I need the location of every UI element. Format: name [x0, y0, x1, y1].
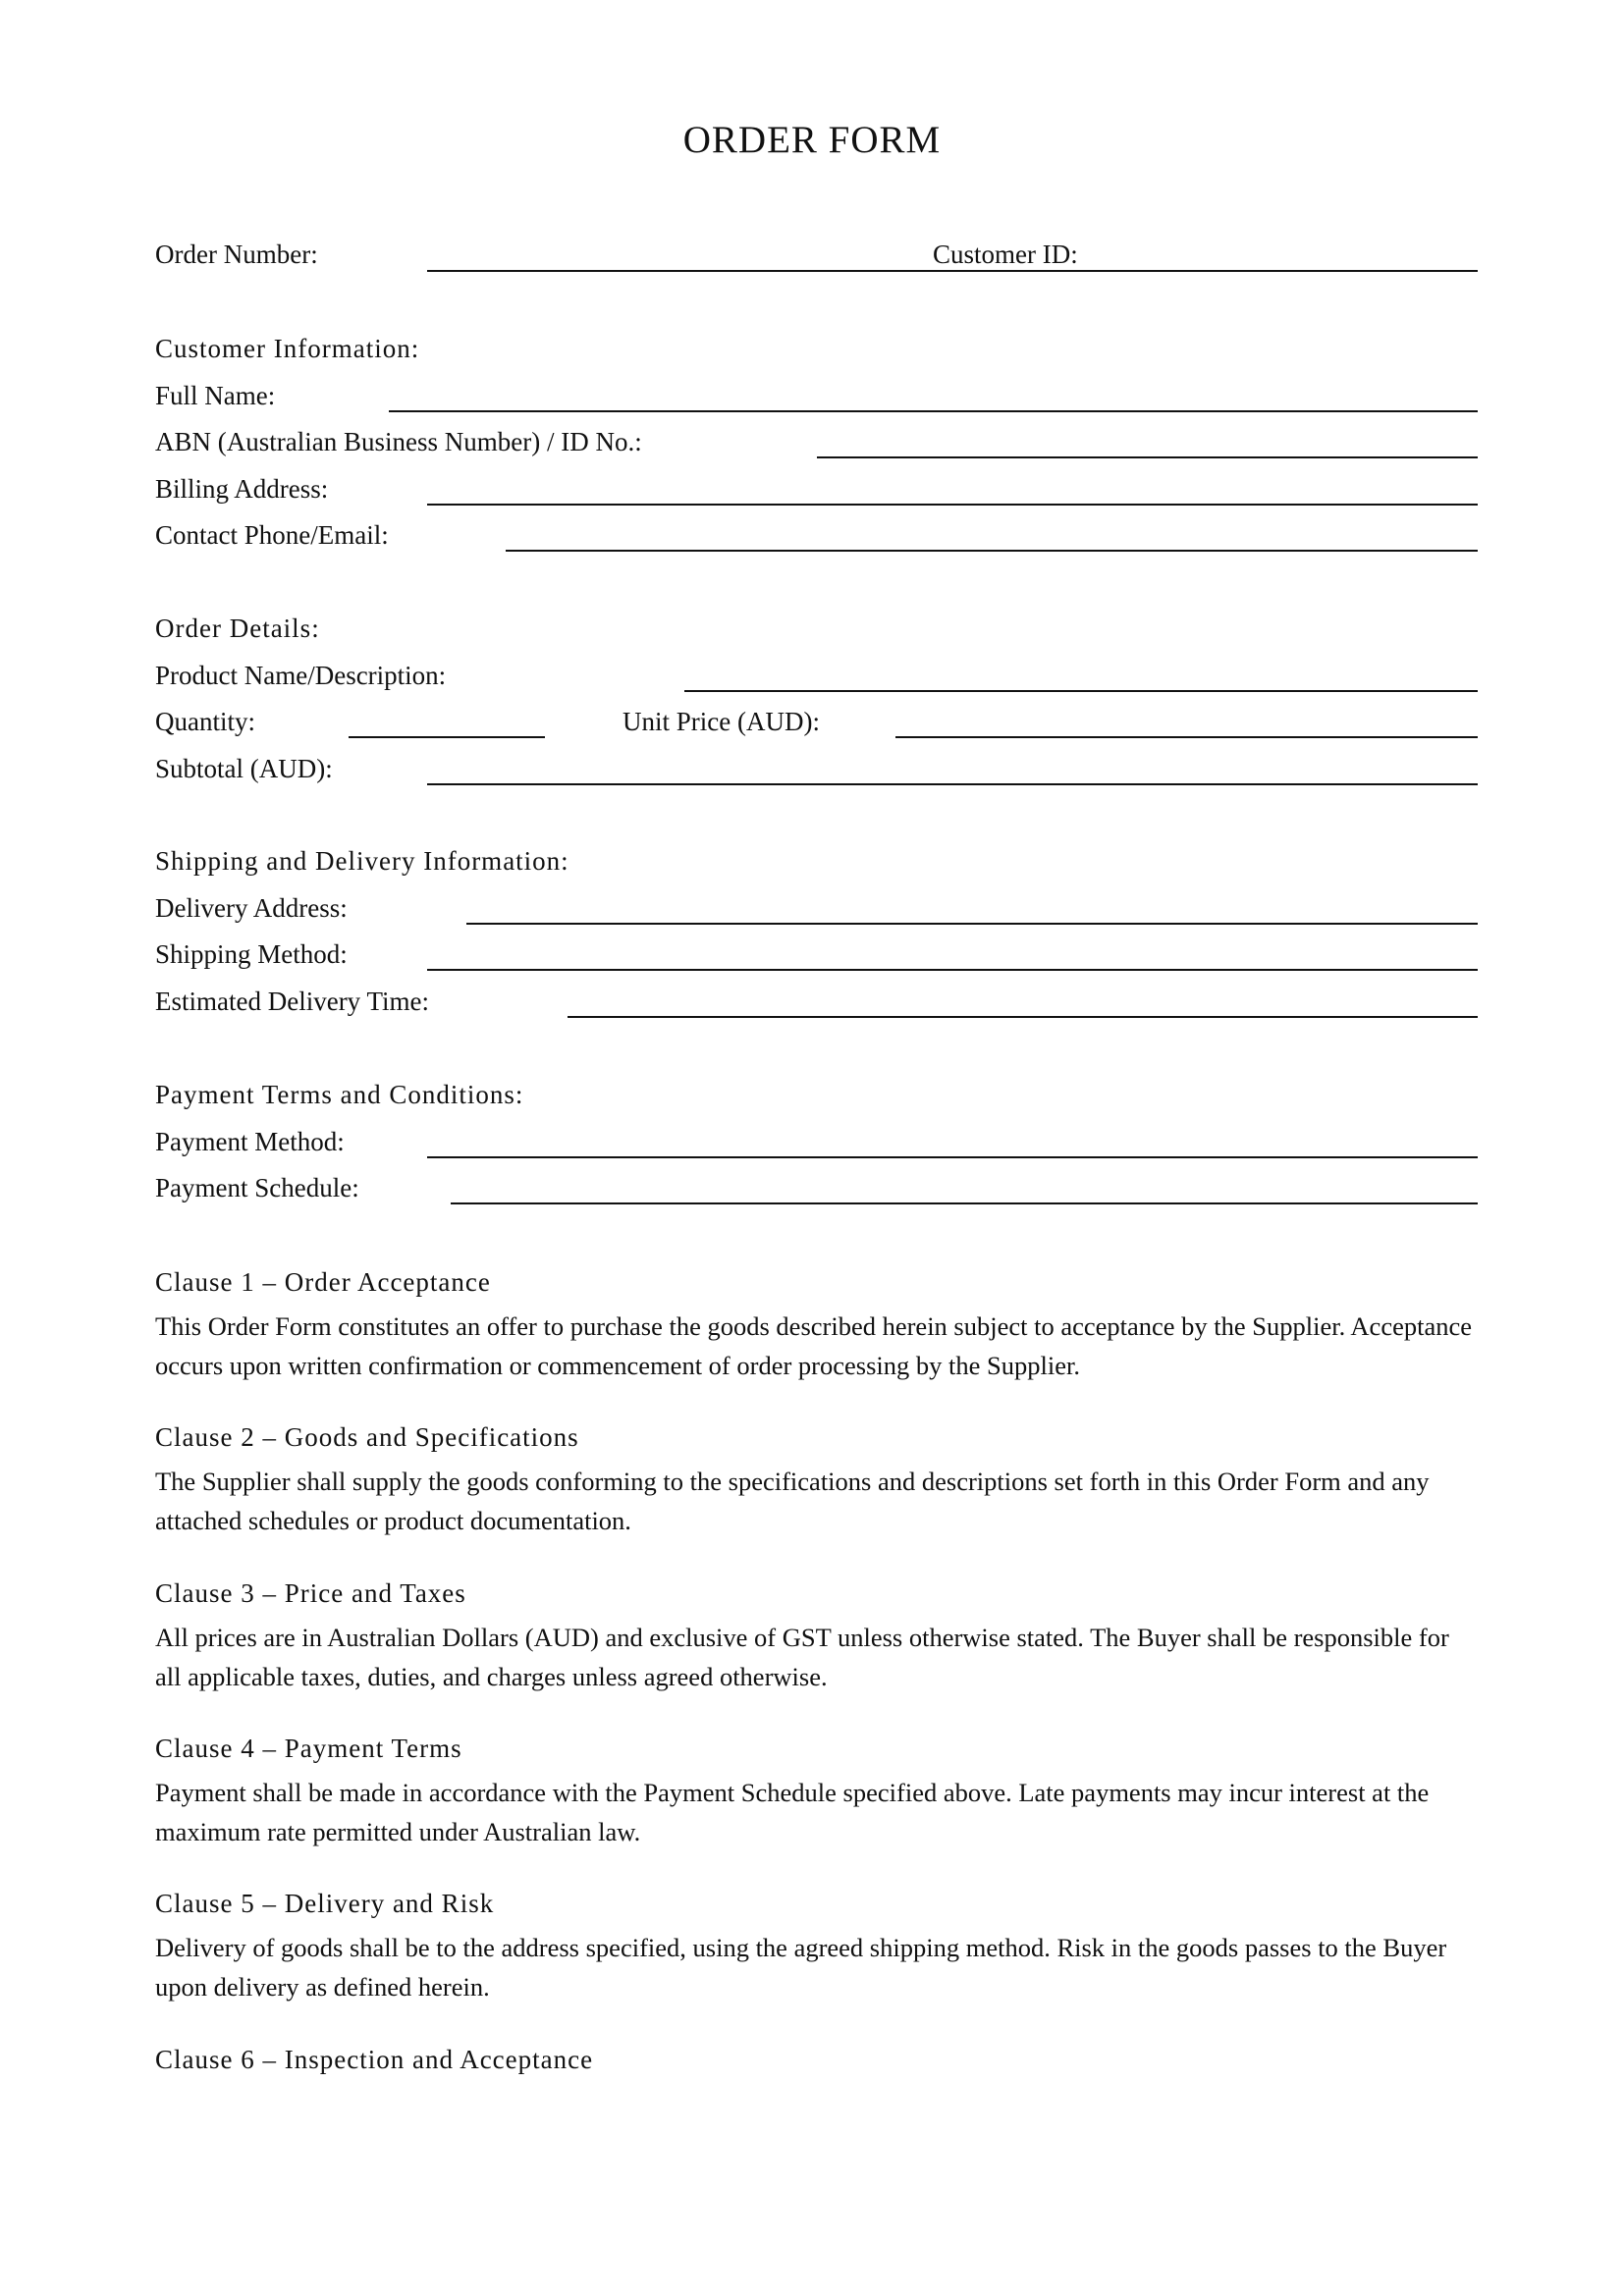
- clause-6-heading: Clause 6 – Inspection and Acceptance: [155, 2045, 594, 2074]
- customer-information-heading: Customer Information:: [155, 334, 420, 363]
- payment-terms-heading: Payment Terms and Conditions:: [155, 1080, 524, 1109]
- subtotal-label: Subtotal (AUD):: [155, 754, 333, 783]
- clause-2-body: The Supplier shall supply the goods conforming to the specifications and descriptions set forth in this Order Form and any attached schedules or product documentation.: [155, 1467, 1430, 1535]
- quantity-label: Quantity:: [155, 707, 255, 736]
- abn-field[interactable]: [817, 456, 1478, 458]
- abn-label: ABN (Australian Business Number) / ID No.:: [155, 427, 642, 456]
- clause-1-body: This Order Form constitutes an offer to purchase the goods described herein subject to acceptance by the Supplier. Acceptance occurs upon written confirmation or commencement of order processing by the Supplier.: [155, 1311, 1472, 1380]
- customer-id-label: Customer ID:: [933, 241, 1082, 268]
- clause-3-body: All prices are in Australian Dollars (AUD) and exclusive of GST unless otherwise stated. The Buyer shall be responsible for all applicable taxes, duties, and charges unless agreed otherwise.: [155, 1623, 1449, 1691]
- delivery-address-field[interactable]: [466, 923, 1478, 925]
- page-title: ORDER FORM: [682, 119, 942, 161]
- payment-schedule-label: Payment Schedule:: [155, 1173, 359, 1202]
- full-name-label: Full Name:: [155, 381, 276, 410]
- order-number-label: Order Number:: [155, 240, 318, 269]
- order-number-field[interactable]: [427, 270, 1478, 272]
- payment-schedule-field[interactable]: [451, 1202, 1478, 1204]
- quantity-field[interactable]: [349, 736, 545, 738]
- clause-3-heading: Clause 3 – Price and Taxes: [155, 1578, 466, 1608]
- billing-address-field[interactable]: [427, 504, 1478, 506]
- clause-2-heading: Clause 2 – Goods and Specifications: [155, 1422, 579, 1452]
- clause-5-heading: Clause 5 – Delivery and Risk: [155, 1889, 495, 1918]
- shipping-method-label: Shipping Method:: [155, 939, 348, 969]
- estimated-delivery-label: Estimated Delivery Time:: [155, 987, 429, 1016]
- billing-address-label: Billing Address:: [155, 474, 329, 504]
- subtotal-field[interactable]: [427, 783, 1478, 785]
- contact-label: Contact Phone/Email:: [155, 520, 389, 550]
- payment-method-field[interactable]: [427, 1156, 1478, 1158]
- product-label: Product Name/Description:: [155, 661, 447, 690]
- product-field[interactable]: [684, 690, 1478, 692]
- order-details-heading: Order Details:: [155, 614, 320, 643]
- full-name-field[interactable]: [389, 410, 1478, 412]
- unit-price-label: Unit Price (AUD):: [623, 707, 820, 736]
- clause-5-body: Delivery of goods shall be to the address specified, using the agreed shipping method. Risk in the goods passes to the Buyer upon delivery as defined herein.: [155, 1933, 1447, 2002]
- delivery-address-label: Delivery Address:: [155, 893, 348, 923]
- clause-4-body: Payment shall be made in accordance with the Payment Schedule specified above. Late payments may incur interest at the maximum rate permitted under Australian law.: [155, 1778, 1430, 1846]
- shipping-heading: Shipping and Delivery Information:: [155, 846, 569, 876]
- payment-method-label: Payment Method:: [155, 1127, 345, 1156]
- estimated-delivery-field[interactable]: [568, 1016, 1478, 1018]
- clause-1-heading: Clause 1 – Order Acceptance: [155, 1267, 491, 1297]
- shipping-method-field[interactable]: [427, 969, 1478, 971]
- clause-4-heading: Clause 4 – Payment Terms: [155, 1734, 462, 1763]
- unit-price-field[interactable]: [895, 736, 1478, 738]
- contact-field[interactable]: [506, 550, 1478, 552]
